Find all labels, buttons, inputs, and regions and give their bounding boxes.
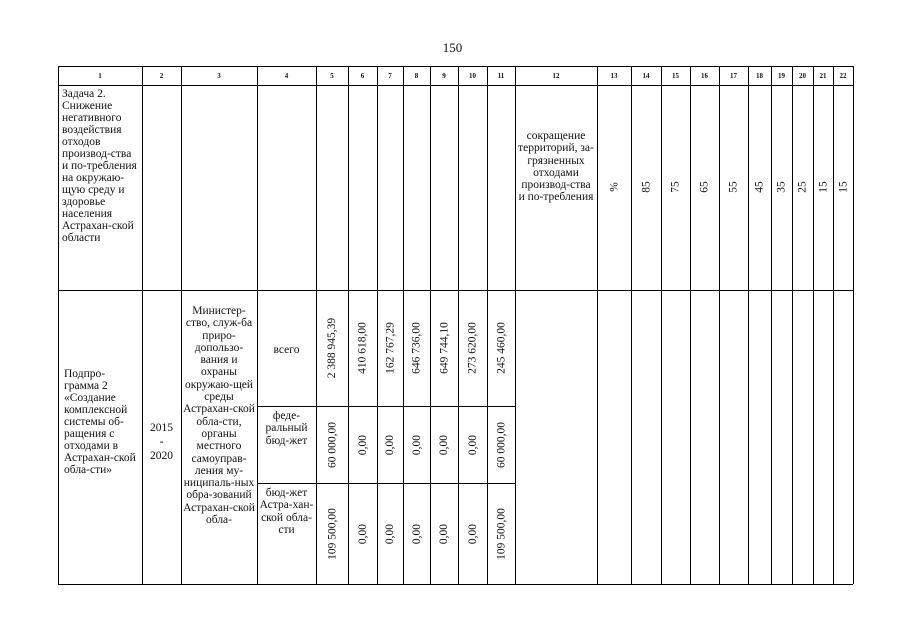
funding-value: 0,00: [466, 434, 479, 455]
column-header: 3: [217, 71, 221, 80]
funding-source: феде-ральный бюд-жет: [265, 410, 308, 447]
funding-value: 2 388 945,39: [326, 317, 338, 379]
column-header: 4: [284, 71, 289, 80]
page-number: 150: [442, 40, 463, 55]
indicator-value: 55: [727, 181, 740, 193]
column-line: [515, 66, 516, 584]
column-header: 18: [756, 71, 763, 80]
funding-value: 109 500,00: [495, 507, 507, 560]
column-header: 22: [839, 71, 847, 80]
column-header: 15: [672, 71, 679, 80]
column-header: 13: [610, 71, 618, 80]
column-header: 11: [497, 71, 505, 80]
column-header: 16: [701, 71, 708, 80]
column-header: 2: [159, 71, 164, 80]
funding-divider: [257, 406, 515, 407]
funding-value: 0,00: [438, 434, 450, 455]
column-line: [719, 66, 720, 584]
column-line: [853, 66, 854, 584]
indicator-value: 45: [753, 181, 766, 193]
indicator-unit: %: [608, 182, 620, 192]
funding-value: 0,00: [410, 434, 423, 455]
funding-value: 273 620,00: [466, 322, 479, 374]
indicator-value: 75: [669, 181, 682, 193]
funding-value: 0,00: [356, 523, 369, 544]
column-line: [631, 66, 632, 584]
indicator-value: 35: [775, 181, 788, 193]
column-line: [403, 66, 404, 584]
column-line: [58, 66, 59, 584]
funding-value: 60 000,00: [326, 421, 338, 468]
column-header: 8: [414, 71, 419, 80]
indicator-value: 15: [817, 181, 829, 193]
column-line: [348, 66, 349, 584]
column-line: [377, 66, 378, 584]
column-line: [257, 66, 258, 584]
row-divider: [58, 290, 853, 291]
column-header: 9: [442, 71, 446, 80]
period-dash: -: [159, 436, 164, 448]
column-header: 20: [799, 71, 806, 80]
column-line: [661, 66, 662, 584]
table-border-bottom: [58, 584, 853, 585]
subprogram-title: Подпро-грамма 2 «Создание комплексной системы об-ращения с отходами в Астрахан-ской обла-сти»: [64, 368, 136, 476]
column-header: 6: [360, 71, 365, 80]
header-divider: [58, 85, 853, 86]
column-line: [487, 66, 488, 584]
funding-value: 60 000,00: [495, 421, 507, 468]
funding-value: 109 500,00: [326, 507, 338, 560]
indicator-value: 25: [796, 181, 809, 193]
indicator-value: 85: [640, 181, 652, 193]
funding-value: 0,00: [466, 523, 479, 544]
column-line: [690, 66, 691, 584]
executor: Министер-ство, служ-ба приро-допользо-вания и охраны окружаю-щей среды Астрахан-ской обла-сти, органы местного самоуправ-ления му-ниципаль-ных обра-зований Астрахан-ской обла-: [183, 305, 255, 527]
funding-value: 410 618,00: [356, 322, 369, 374]
funding-value: 646 736,00: [410, 322, 423, 374]
column-header: 1: [98, 71, 102, 80]
funding-value: 0,00: [356, 434, 369, 455]
column-line: [792, 66, 793, 584]
column-header: 7: [388, 71, 392, 80]
funding-value: 649 744,10: [438, 322, 450, 374]
column-line: [181, 66, 182, 584]
funding-divider: [257, 483, 515, 484]
column-header: 10: [469, 71, 476, 80]
column-line: [430, 66, 431, 584]
funding-value: 162 767,29: [384, 322, 396, 374]
funding-value: 245 460,00: [495, 322, 507, 374]
column-header: 5: [330, 71, 334, 80]
period-end: 2020: [150, 450, 173, 462]
funding-value: 0,00: [384, 434, 396, 455]
funding-source: всего: [273, 344, 300, 356]
column-line: [142, 66, 143, 584]
indicator-value: 65: [698, 181, 711, 193]
task-title: Задача 2. Снижение негативного воздействия отходов производ-ства и по-требления на окружаю-щую среду и здоровье населения Астрахан-ской области: [62, 88, 137, 244]
column-line: [458, 66, 459, 584]
column-line: [316, 66, 317, 584]
column-line: [771, 66, 772, 584]
period-start: 2015: [150, 422, 173, 434]
column-header: 14: [642, 71, 650, 80]
funding-value: 0,00: [410, 523, 423, 544]
funding-value: 0,00: [438, 523, 450, 544]
column-header: 19: [778, 71, 785, 80]
column-header: 12: [552, 71, 560, 80]
funding-value: 0,00: [384, 523, 396, 544]
indicator-value: 15: [837, 181, 849, 193]
column-line: [833, 66, 834, 584]
column-line: [813, 66, 814, 584]
funding-source: бюд-жет Астра-хан-ской обла-сти: [259, 487, 314, 536]
column-line: [748, 66, 749, 584]
column-line: [597, 66, 598, 584]
column-header: 21: [819, 71, 827, 80]
indicator-name: сокращение территорий, за-грязненных отходами производ-ства и по-требления: [518, 130, 594, 204]
column-header: 17: [730, 71, 737, 80]
